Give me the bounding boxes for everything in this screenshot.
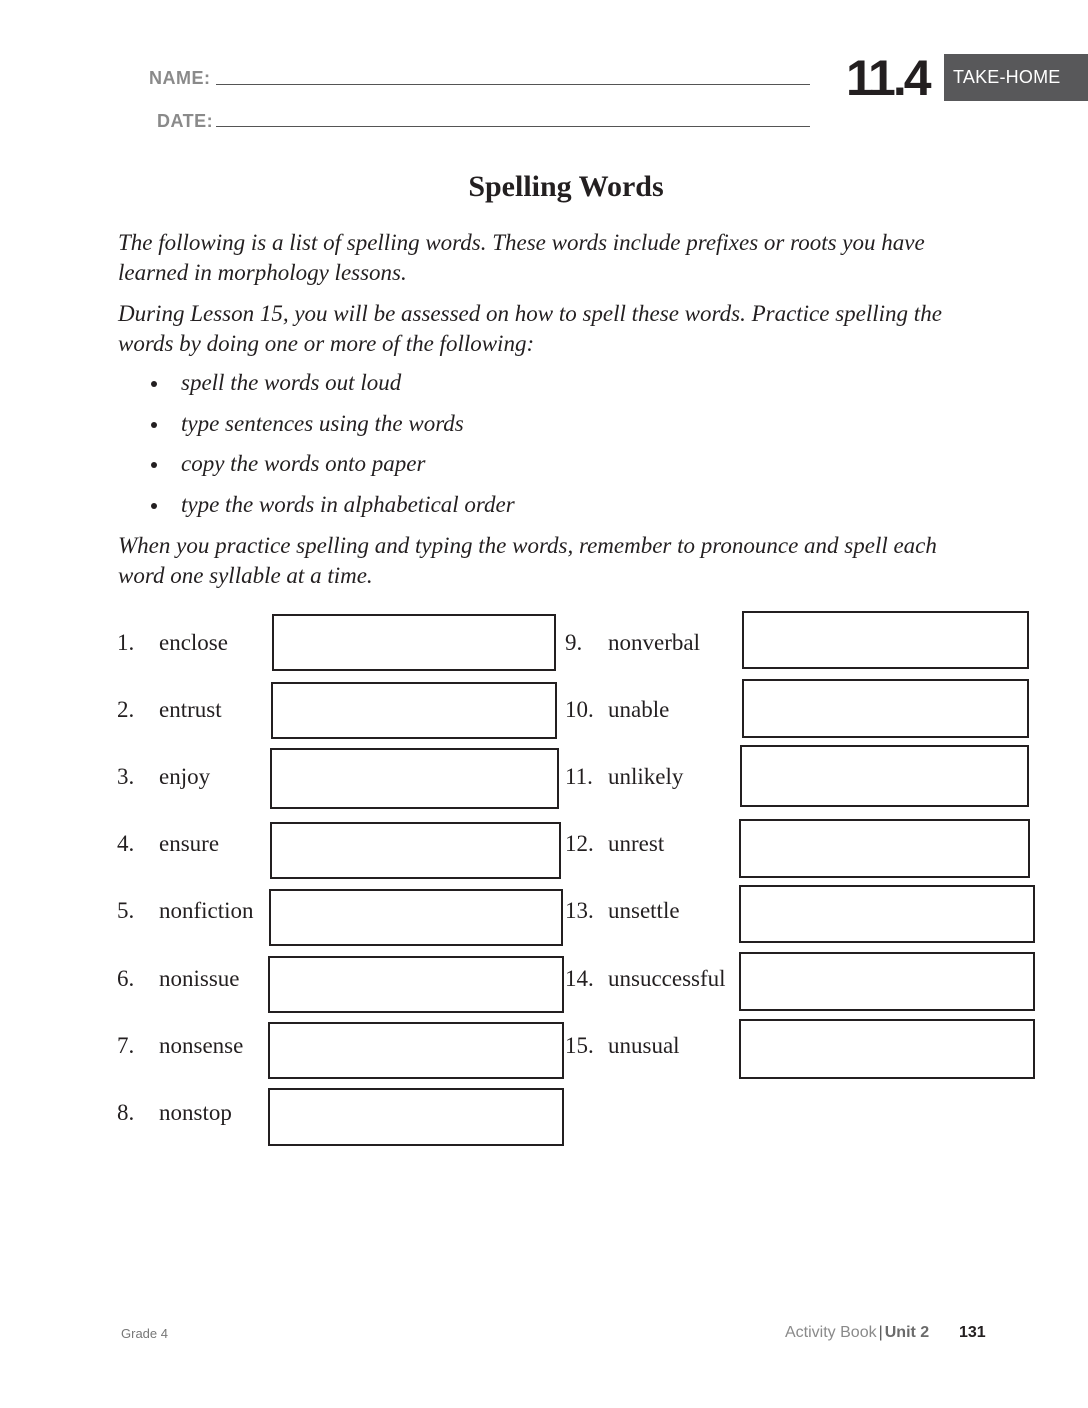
answer-box-9[interactable] <box>742 611 1029 669</box>
word-text: nonverbal <box>608 630 700 655</box>
intro-paragraph-2: During Lesson 15, you will be assessed on how to spell these words. Practice spelling the words by doing one or more of the following: <box>118 301 942 356</box>
answer-box-13[interactable] <box>739 885 1035 943</box>
word-number: 11. <box>565 764 593 789</box>
footer-grade: Grade 4 <box>121 1326 168 1341</box>
word-number: 1. <box>117 630 135 655</box>
footer-book-name: Activity Book <box>785 1324 877 1341</box>
intro-paragraph-3: When you practice spelling and typing the words, remember to pronounce and spell each word one syllable at a time. <box>118 533 937 588</box>
bullet-icon <box>151 422 157 428</box>
practice-list-item <box>146 449 515 490</box>
word-number: 3. <box>117 764 135 789</box>
practice-list-item-text: type the words in alphabetical order <box>181 492 515 518</box>
word-number: 9. <box>565 630 583 655</box>
footer-unit: Unit 2 <box>884 1324 930 1341</box>
answer-box-4[interactable] <box>270 822 561 879</box>
word-text: nonfiction <box>159 898 254 923</box>
word-number: 13. <box>565 898 594 923</box>
word-text: enjoy <box>159 764 211 789</box>
word-number: 10. <box>565 697 594 722</box>
word-text: unsettle <box>608 898 680 923</box>
name-label: NAME: <box>149 68 211 88</box>
word-text: unlikely <box>608 764 684 789</box>
word-number: 6. <box>117 966 135 991</box>
word-text: nonsense <box>159 1033 244 1058</box>
practice-list-item <box>146 490 515 531</box>
answer-box-11[interactable] <box>740 745 1029 807</box>
answer-box-5[interactable] <box>269 889 563 946</box>
word-number: 12. <box>565 831 594 856</box>
answer-box-14[interactable] <box>739 952 1035 1011</box>
answer-box-3[interactable] <box>270 748 559 809</box>
practice-list-item-text: spell the words out loud <box>181 370 402 395</box>
date-field[interactable] <box>216 126 810 127</box>
page-number: 131 <box>959 1324 986 1341</box>
take-home-tag: TAKE-HOME <box>944 54 1088 101</box>
word-number: 2. <box>117 697 135 722</box>
word-text: unsuccessful <box>608 966 726 991</box>
answer-box-2[interactable] <box>271 682 557 739</box>
bullet-icon <box>151 503 157 509</box>
word-text: nonissue <box>159 966 240 991</box>
bullet-icon <box>151 462 157 468</box>
date-label: DATE: <box>157 111 214 131</box>
word-number: 14. <box>565 966 594 991</box>
word-number: 15. <box>565 1033 594 1058</box>
practice-list-item-text: type sentences using the words <box>181 410 464 436</box>
answer-box-12[interactable] <box>739 819 1030 878</box>
practice-list-item <box>146 409 515 450</box>
name-field[interactable] <box>216 84 810 85</box>
answer-box-15[interactable] <box>739 1019 1035 1079</box>
footer-book-title <box>785 1324 929 1342</box>
answer-box-6[interactable] <box>268 956 564 1013</box>
word-text: ensure <box>159 831 220 856</box>
footer-separator: | <box>878 1324 883 1341</box>
word-number: 7. <box>117 1033 135 1058</box>
word-number: 5. <box>117 898 135 923</box>
word-text: unable <box>608 697 670 722</box>
practice-list <box>146 368 515 531</box>
page-title: Spelling Words <box>468 170 664 203</box>
lesson-number: 11.4 <box>846 50 929 106</box>
bullet-icon <box>151 381 157 387</box>
answer-box-1[interactable] <box>272 614 556 671</box>
word-number: 8. <box>117 1100 135 1125</box>
word-text: entrust <box>159 697 222 722</box>
practice-list-item-text: copy the words onto paper <box>181 451 426 477</box>
word-number: 4. <box>117 831 135 856</box>
answer-box-10[interactable] <box>742 679 1029 738</box>
answer-box-8[interactable] <box>268 1088 564 1146</box>
answer-box-7[interactable] <box>268 1022 564 1079</box>
intro-paragraph-1: The following is a list of spelling words. These words include prefixes or roots you have learned in morphology lessons. <box>118 230 925 285</box>
word-text: unrest <box>608 831 665 856</box>
practice-list-item <box>146 368 515 409</box>
word-text: enclose <box>159 630 228 655</box>
word-text: unusual <box>608 1033 680 1058</box>
word-text: nonstop <box>159 1100 232 1125</box>
